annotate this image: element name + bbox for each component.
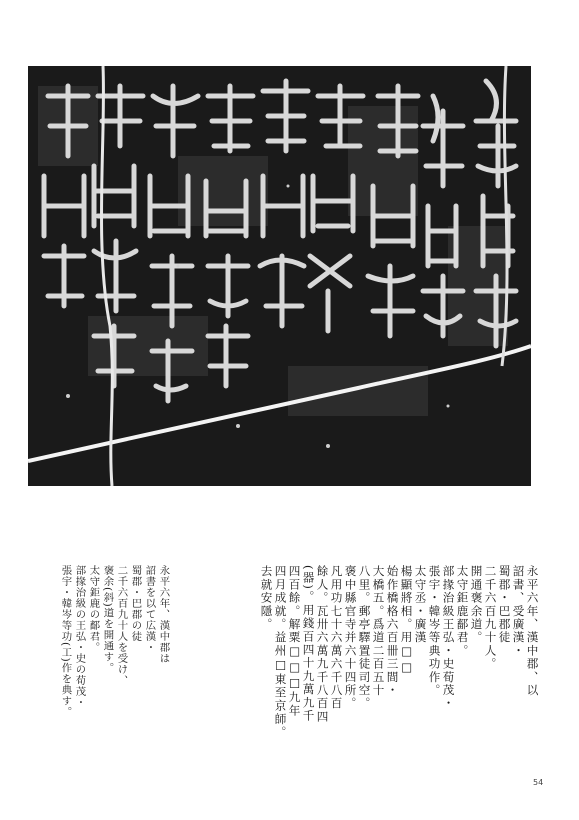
transcription-line-9: 太守丞・廣漢 [413,565,428,645]
transcription-line-19: 四月成就。益州□東至京師。 [273,565,288,739]
transcription-line-16: 餘人。瓦卅六萬九千八百四 [315,565,330,724]
transcription-line-1: 永平六年、漢中郡、以 [525,565,540,697]
transcription-line-11: 始作橋格六百卌三間・ [385,565,400,697]
transcription-line-15: 凡用功七十六萬六千八百 [329,565,344,711]
translation-line-7: 部掾治級の王弘・史の荀茂・ [73,565,86,708]
translation-line-5: 褒余(斜)道を開通す。 [101,565,114,674]
translation-line-6: 太守鉅鹿の鄐君。 [87,565,100,653]
stone-rubbing-image [28,66,531,486]
translation-line-4: 二千六百九十人を受け、 [115,565,128,686]
transcription-line-18: 四百餘。解粟□□□九年 [287,565,302,718]
translation-line-1: 永平六年、漢中郡は [157,565,170,664]
transcription-line-10: 楊顯將相。用□□ [399,565,414,676]
transcription-line-14: 褒中縣官寺并六十四所。 [343,565,358,711]
page-number: 54 [533,778,544,787]
transcription-line-6: 太守鉅鹿鄐君。 [455,565,470,658]
transcription-line-12: 大橋五。爲道二百五十 [371,565,386,697]
transcription-line-13: 八里。郵亭驛置徒司空。 [357,565,372,711]
transcription-line-4: 二千六百九十人。 [483,565,498,671]
transcription-line-17: (器)。用錢百四十九萬九千 [301,565,316,723]
translation-line-3: 蜀郡・巴郡の徒 [129,565,142,642]
transcription-line-3: 蜀郡・巴郡徒 [497,565,512,645]
translation-line-8: 張宇・韓岑等功(工)作を典す。 [59,565,72,718]
translation-line-2: 詔書を以て広漢・ [143,565,156,653]
transcription-line-20: 去就安隱。 [259,565,274,631]
transcription-line-2: 詔書、受廣漢・ [511,565,526,658]
transcription-line-7: 部掾治級王弘・史荀茂・ [441,565,456,711]
transcription-line-5: 開通褒余道。 [469,565,484,645]
transcription-line-8: 張宇・韓岑等典功作。 [427,565,442,697]
